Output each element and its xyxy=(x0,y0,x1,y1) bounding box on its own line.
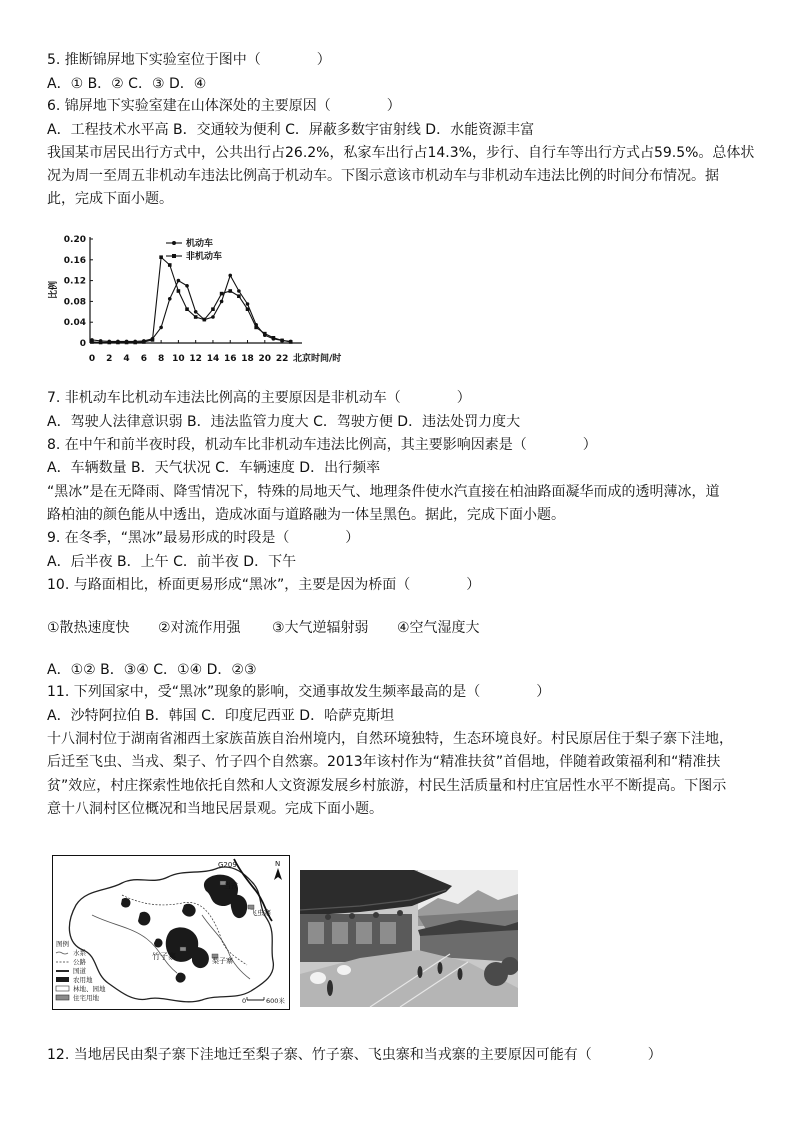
x-tick-label: 20 xyxy=(258,354,272,364)
question-10-item: ③大气逆辐射弱 xyxy=(272,620,369,636)
photo-person xyxy=(327,980,333,996)
data-point-motor-vehicle xyxy=(177,279,181,283)
question-10-item: ②对流作用强 xyxy=(158,620,241,636)
y-tick-label: 0.12 xyxy=(63,276,86,287)
question-10-item: ④空气湿度大 xyxy=(397,620,480,636)
data-point-non-motor-vehicle xyxy=(177,289,181,293)
x-tick-label: 12 xyxy=(189,354,202,364)
scale-label-end: 600米 xyxy=(266,997,285,1005)
y-tick-label: 0.20 xyxy=(63,235,86,245)
photo-planter xyxy=(310,972,326,984)
x-axis-label: 北京时间/时 xyxy=(293,354,342,364)
data-point-non-motor-vehicle xyxy=(280,339,284,343)
data-point-non-motor-vehicle xyxy=(116,341,120,345)
data-point-motor-vehicle xyxy=(220,300,224,304)
x-tick-label: 4 xyxy=(123,354,130,364)
question-10-options: A．①② B．③④ C．①④ D．②③ xyxy=(47,662,257,678)
farmland-area xyxy=(138,912,150,926)
passage-3-line: 贫”效应，村庄探索性地依托自然和人文资源发展乡村旅游，村民生活质量和村庄宜居性水平不断提高。下图示 xyxy=(47,778,727,794)
data-point-non-motor-vehicle xyxy=(211,307,215,311)
x-tick-label: 16 xyxy=(223,354,237,364)
x-tick-label: 2 xyxy=(106,354,113,364)
map-legend-item: 住宅用地 xyxy=(73,994,99,1002)
data-point-non-motor-vehicle xyxy=(168,263,172,267)
passage-3-line: 十八洞村位于湖南省湘西土家族苗族自治州境内，自然环境独特，生态环境良好。村民原居住于梨子寨下洼地， xyxy=(47,731,733,747)
village-location-map xyxy=(52,855,290,1010)
passage-3-line: 后迁至飞虫、当戎、梨子、竹子四个自然寨。2013年该村作为“精准扶贫”首倡地，伴随着政策福利和“精准扶 xyxy=(47,754,721,770)
data-point-non-motor-vehicle xyxy=(289,340,293,344)
question-10-stem: 10. 与路面相比，桥面更易形成“黑冰”，主要是因为桥面（ ） xyxy=(47,577,481,593)
village-label-zhuzi: 竹子寨 xyxy=(152,952,176,961)
village-label-dangrong: 当戎 xyxy=(224,882,238,890)
data-point-non-motor-vehicle xyxy=(246,307,250,311)
data-point-motor-vehicle xyxy=(211,315,215,319)
question-6-options: A．工程技术水平高 B．交通较为便利 C．屏蔽多数宇宙射线 D．水能资源丰富 xyxy=(47,122,535,138)
question-8-stem: 8. 在中午和前半夜时段，机动车比非机动车违法比例高，其主要影响因素是（ ） xyxy=(47,437,597,453)
data-point-non-motor-vehicle xyxy=(254,326,258,330)
chart-legend xyxy=(166,237,222,262)
data-point-non-motor-vehicle xyxy=(272,336,276,340)
y-tick-label: 0.16 xyxy=(63,255,86,266)
data-point-non-motor-vehicle xyxy=(194,315,198,319)
legend-swatch-farmland xyxy=(56,977,69,982)
question-8-options: A．车辆数量 B．天气状况 C．车辆速度 D．出行频率 xyxy=(47,460,381,476)
x-tick-label: 6 xyxy=(140,354,147,364)
data-point-motor-vehicle xyxy=(194,310,198,314)
farmland-area xyxy=(121,898,130,908)
village-dwelling-photo xyxy=(300,870,518,1007)
passage-1-line: 我国某市居民出行方式中，公共出行占26.2%，私家车出行占14.3%，步行、自行车等出行方式占59.5%。总体状 xyxy=(47,145,755,161)
photo-lantern xyxy=(373,912,379,918)
question-5-options: A．① B．② C．③ D．④ xyxy=(47,76,207,92)
y-tick-label: 0 xyxy=(79,339,86,349)
scale-label-start: 0 xyxy=(242,997,247,1005)
passage-1-line: 此，完成下面小题。 xyxy=(47,191,173,207)
residential-area xyxy=(180,947,186,951)
question-12-stem: 12. 当地居民由梨子寨下洼地迁至梨子寨、竹子寨、飞虫寨和当戎寨的主要原因可能有（ ） xyxy=(47,1047,662,1063)
data-point-non-motor-vehicle xyxy=(203,318,207,322)
north-label: N xyxy=(275,860,281,868)
data-point-non-motor-vehicle xyxy=(125,341,129,345)
x-tick-label: 18 xyxy=(241,354,254,364)
data-point-non-motor-vehicle xyxy=(228,289,232,293)
photo-window xyxy=(308,922,324,944)
photo-person xyxy=(458,968,463,980)
data-point-motor-vehicle xyxy=(168,297,172,301)
x-tick-label: 8 xyxy=(157,354,165,364)
legend-label-non-motor-vehicle: 非机动车 xyxy=(186,252,223,262)
data-point-motor-vehicle xyxy=(237,289,241,293)
legend-swatch-residential xyxy=(56,995,69,1000)
y-tick-label: 0.08 xyxy=(63,297,86,308)
violation-ratio-chart xyxy=(40,228,360,368)
legend-marker-circle xyxy=(172,241,176,245)
y-axis-label: 比例 xyxy=(49,280,59,300)
legend-label-motor-vehicle: 机动车 xyxy=(186,239,214,249)
x-tick-label: 22 xyxy=(275,354,289,364)
x-tick-label: 0 xyxy=(88,354,96,364)
question-6-stem: 6. 锦屏地下实验室建在山体深处的主要原因（ ） xyxy=(47,98,401,114)
village-label-lizi: 梨子寨 xyxy=(212,957,233,965)
road-label-g209: G209 xyxy=(218,861,237,869)
map-legend-item: 林地、园地 xyxy=(73,985,106,993)
photo-lantern xyxy=(397,910,403,916)
data-point-non-motor-vehicle xyxy=(90,340,94,344)
photo-lantern xyxy=(325,914,331,920)
data-point-non-motor-vehicle xyxy=(133,341,137,345)
data-point-motor-vehicle xyxy=(228,274,232,278)
data-point-non-motor-vehicle xyxy=(142,340,146,344)
passage-1-line: 况为周一至周五非机动车违法比例高于机动车。下图示意该市机动车与非机动车违法比例的时间分布情况。据 xyxy=(47,168,719,184)
data-point-non-motor-vehicle xyxy=(237,294,241,298)
data-point-non-motor-vehicle xyxy=(107,341,111,345)
data-point-non-motor-vehicle xyxy=(263,332,267,336)
question-11-options: A．沙特阿拉伯 B．韩国 C．印度尼西亚 D．哈萨克斯坦 xyxy=(47,708,395,724)
question-7-options: A．驾驶人法律意识弱 B．违法监管力度大 C．驾驶方便 D．违法处罚力度大 xyxy=(47,414,521,430)
data-point-non-motor-vehicle xyxy=(185,307,189,311)
map-legend-item: 农用地 xyxy=(73,976,93,984)
data-point-non-motor-vehicle xyxy=(220,292,224,296)
data-point-motor-vehicle xyxy=(159,326,163,330)
x-tick-label: 10 xyxy=(172,354,185,364)
question-9-stem: 9. 在冬季，“黑冰”最易形成的时段是（ ） xyxy=(47,530,360,546)
photo-window xyxy=(332,922,348,944)
data-point-motor-vehicle xyxy=(185,284,189,288)
data-point-non-motor-vehicle xyxy=(159,255,163,259)
question-11-stem: 11. 下列国家中，受“黑冰”现象的影响，交通事故发生频率最高的是（ ） xyxy=(47,684,551,700)
photo-window xyxy=(380,922,396,944)
passage-2-line: “黑冰”是在无降雨、降雪情况下，特殊的局地天气、地理条件使水汽直接在柏油路面凝华而成的透明薄冰，道 xyxy=(47,484,720,500)
legend-swatch-forest xyxy=(56,986,69,991)
map-legend-item: 国道 xyxy=(73,967,86,975)
legend-marker-square xyxy=(172,254,176,258)
map-legend-title: 图例 xyxy=(56,940,69,948)
series-line-motor-vehicle xyxy=(92,275,291,341)
y-tick-label: 0.04 xyxy=(63,318,86,329)
question-7-stem: 7. 非机动车比机动车违法比例高的主要原因是非机动车（ ） xyxy=(47,390,471,406)
map-legend-item: 水系 xyxy=(73,949,86,957)
photo-lantern xyxy=(349,913,355,919)
passage-3-line: 意十八洞村区位概况和当地民居景观。完成下面小题。 xyxy=(47,801,383,817)
data-point-non-motor-vehicle xyxy=(151,338,155,342)
question-9-options: A．后半夜 B．上午 C．前半夜 D．下午 xyxy=(47,554,297,570)
photo-planter xyxy=(337,965,351,975)
photo-person xyxy=(438,962,443,974)
village-label-feichong: 飞虫寨 xyxy=(250,909,271,917)
photo-window xyxy=(356,922,372,944)
question-5-stem: 5. 推断锦屏地下实验室位于图中（ ） xyxy=(47,52,331,68)
data-point-non-motor-vehicle xyxy=(99,341,103,345)
photo-person xyxy=(418,966,423,978)
x-tick-label: 14 xyxy=(206,354,220,364)
map-legend-item: 公路 xyxy=(73,958,86,966)
question-10-item: ①散热速度快 xyxy=(47,620,130,636)
data-point-motor-vehicle xyxy=(246,302,250,306)
passage-2-line: 路柏油的颜色能从中透出，造成冰面与道路融为一体呈黑色。据此，完成下面小题。 xyxy=(47,507,565,523)
